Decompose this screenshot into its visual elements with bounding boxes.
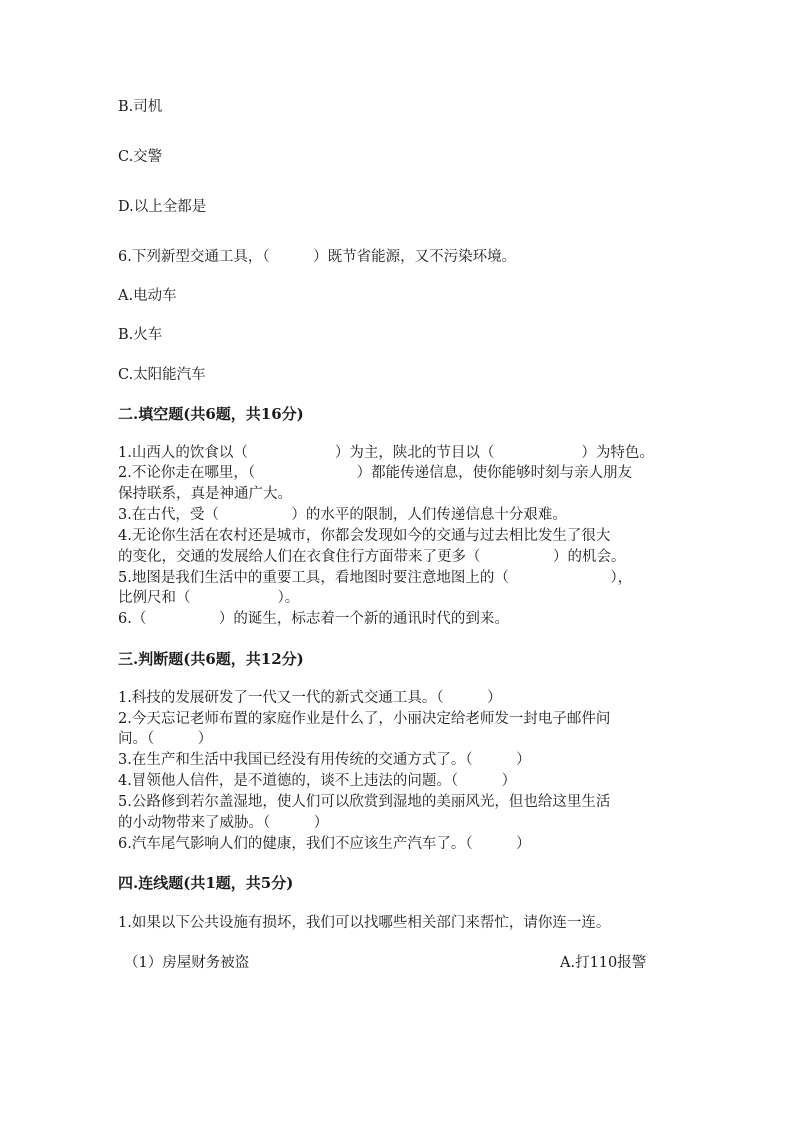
question-6-option-a: A.电动车 [118,288,177,304]
fill-blank-line: 保持联系，真是神通广大。 [118,486,292,502]
option-b-driver: B.司机 [118,99,163,115]
fill-blank-line: 6.（ ）的诞生，标志着一个新的通讯时代的到来。 [118,611,509,627]
fill-blank-line: 2.不论你走在哪里，（ ）都能传递信息，使你能够时刻与亲人朋友 [118,465,633,481]
true-false-line: 1.科技的发展研发了一代又一代的新式交通工具。（ ） [118,690,502,706]
matching-left-item: （1）房屋财务被盗 [124,955,250,971]
option-c-traffic-police: C.交警 [118,149,163,165]
true-false-line: 3.在生产和生活中我国已经没有用传统的交通方式了。（ ） [118,752,531,768]
question-6-option-b: B.火车 [118,327,163,343]
matching-right-item: A.打110报警 [560,955,647,971]
section-3-heading: 三.判断题(共6题，共12分) [118,650,304,668]
true-false-line: 6.汽车尾气影响人们的健康，我们不应该生产汽车了。（ ） [118,836,531,852]
true-false-line: 的小动物带来了威胁。（ ） [118,815,329,831]
section-2-heading: 二.填空题(共6题，共16分) [118,405,304,423]
fill-blank-line: 3.在古代，受（ ）的水平的限制，人们传递信息十分艰难。 [118,507,567,523]
true-false-line: 2.今天忘记老师布置的家庭作业是什么了，小丽决定给老师发一封电子邮件问 [118,711,611,727]
question-6-option-c: C.太阳能汽车 [118,367,206,383]
true-false-line: 问。（ ） [118,731,213,747]
fill-blank-line: 4.无论你生活在农村还是城市，你都会发现如今的交通与过去相比发生了很大 [118,528,611,544]
question-6-stem: 6.下列新型交通工具，（ ）既节省能源，又不污染环境。 [118,249,517,265]
fill-blank-line: 1.山西人的饮食以（ ）为主，陕北的节目以（ ）为特色。 [118,445,654,461]
section-4-heading: 四.连线题(共1题，共5分) [118,874,294,892]
option-d-all: D.以上全都是 [118,199,207,215]
fill-blank-line: 比例尺和（ ）。 [118,590,300,606]
fill-blank-line: 5.地图是我们生活中的重要工具，看地图时要注意地图上的（ ）， [118,570,633,586]
true-false-line: 5.公路修到若尔盖湿地，使人们可以欣赏到湿地的美丽风光，但也给这里生活 [118,794,611,810]
true-false-line: 4.冒领他人信件，是不道德的，谈不上违法的问题。（ ） [118,773,517,789]
fill-blank-line: 的变化，交通的发展给人们在衣食住行方面带来了更多（ ）的机会。 [118,549,626,565]
matching-question-stem: 1.如果以下公共设施有损坏，我们可以找哪些相关部门来帮忙，请你连一连。 [118,915,611,931]
